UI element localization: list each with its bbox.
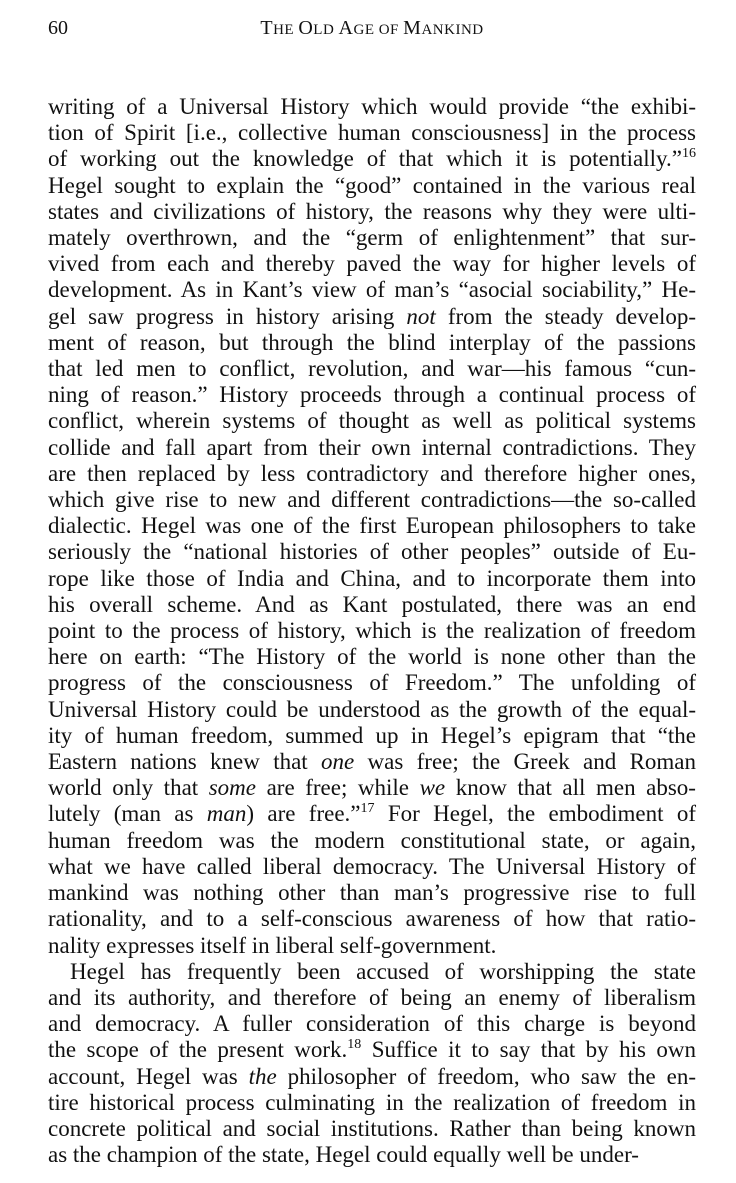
text-run: of working out the knowledge of that which it is potentially.” xyxy=(48,146,682,172)
text-run: Eastern nations knew that xyxy=(48,749,322,775)
text-line xyxy=(48,1064,696,1090)
text-run: which give rise to new and different contradictions—the so-called xyxy=(48,487,696,513)
text-run: lutely (man as xyxy=(48,801,207,827)
text-line xyxy=(48,382,696,408)
text-run: states and civilizations of history, the reasons why they were ulti- xyxy=(48,198,696,224)
text-line xyxy=(48,801,696,827)
footnote-reference: 16 xyxy=(682,146,696,162)
running-title-word: AGE OF xyxy=(338,17,404,39)
text-run: and its authority, and therefore of being an enemy of liberalism xyxy=(48,984,696,1010)
text-line xyxy=(48,94,696,120)
text-run: philosopher of freedom, who saw the en- xyxy=(276,1063,696,1089)
text-line xyxy=(48,1011,696,1037)
italic-text: we xyxy=(419,775,446,801)
text-line xyxy=(48,146,696,172)
text-run: progress of the consciousness of Freedom.” The unfolding of xyxy=(48,670,696,696)
text-line xyxy=(48,199,696,225)
text-line xyxy=(48,749,696,775)
text-line xyxy=(48,277,696,303)
text-run: human freedom was the modern constitutional state, or again, xyxy=(48,827,696,853)
text-run: mankind was nothing other than man’s progressive rise to full xyxy=(48,880,696,906)
footnote-reference: 17 xyxy=(360,801,375,817)
text-line xyxy=(48,513,696,539)
text-run: vived from each and thereby paved the way for higher levels of xyxy=(48,251,696,277)
running-title-word: MANKIND xyxy=(403,17,484,39)
text-line xyxy=(48,1037,696,1063)
text-run: ment of reason, but through the blind interplay of the passions xyxy=(48,329,696,355)
text-line xyxy=(48,1116,696,1142)
text-run: are then replaced by less contradictory and therefore higher ones, xyxy=(48,460,696,486)
running-head xyxy=(48,14,696,54)
text-run: his overall scheme. And as Kant postulated, there was an end xyxy=(48,591,696,617)
text-line xyxy=(48,461,696,487)
text-run: seriously the “national histories of other peoples” outside of Eu- xyxy=(48,539,696,565)
text-line xyxy=(48,985,696,1011)
text-run: writing of a Universal History which would provide “the exhibi- xyxy=(48,94,696,119)
text-line xyxy=(48,697,696,723)
text-run: tire historical process culminating in the realization of freedom in xyxy=(48,1089,696,1115)
text-line xyxy=(48,487,696,513)
text-run: rationality, and to a self-conscious awareness of how that ratio- xyxy=(48,906,696,932)
text-line xyxy=(48,854,696,880)
italic-text: the xyxy=(248,1063,277,1089)
running-title-word: OLD xyxy=(298,17,339,39)
text-run: was free; the Greek and Roman xyxy=(354,749,697,775)
text-run: Hegel sought to explain the “good” contained in the various real xyxy=(48,172,696,198)
text-run: tion of Spirit [i.e., collective human consciousness] in the process xyxy=(48,120,696,146)
text-run: account, Hegel was xyxy=(48,1063,249,1089)
text-run: ity of human freedom, summed up in Hegel’s epigram that “the xyxy=(48,722,696,748)
text-line xyxy=(48,644,696,670)
text-line xyxy=(48,330,696,356)
text-run: For Hegel, the embodiment of xyxy=(374,801,696,827)
text-run: collide and fall apart from their own internal contradictions. They xyxy=(48,434,696,460)
text-run: Hegel has frequently been accused of worshipping the state xyxy=(70,958,696,984)
text-run: Universal History could be understood as the growth of the equal- xyxy=(48,696,696,722)
text-run: here on earth: “The History of the world is none other than the xyxy=(48,644,696,670)
text-run: from the steady develop- xyxy=(435,303,696,329)
text-run: development. As in Kant’s view of man’s “asocial sociability,” He- xyxy=(48,277,696,303)
italic-text: not xyxy=(406,303,436,329)
text-line xyxy=(48,539,696,565)
text-run: world only that xyxy=(48,775,209,801)
body-text xyxy=(48,94,696,1168)
italic-text: some xyxy=(208,775,257,801)
text-line xyxy=(48,828,696,854)
text-line xyxy=(48,592,696,618)
text-run: gel saw progress in history arising xyxy=(48,303,407,329)
text-run: ning of reason.” History proceeds through a continual process of xyxy=(48,382,696,408)
book-page xyxy=(48,14,696,1168)
text-line xyxy=(48,304,696,330)
text-run: rope like those of India and China, and to incorporate them into xyxy=(48,565,696,591)
running-title xyxy=(48,14,696,44)
text-run: nality expresses itself in liberal self-government. xyxy=(48,932,497,958)
text-line xyxy=(48,933,696,959)
text-line xyxy=(48,173,696,199)
text-run: mately overthrown, and the “germ of enlightenment” that sur- xyxy=(48,225,696,251)
text-line xyxy=(48,435,696,461)
text-line xyxy=(48,1090,696,1116)
text-line xyxy=(48,566,696,592)
footnote-reference: 18 xyxy=(347,1037,362,1053)
text-line xyxy=(48,225,696,251)
text-run: ) are free.” xyxy=(246,801,361,827)
text-line xyxy=(48,251,696,277)
text-line xyxy=(48,723,696,749)
italic-text: one xyxy=(321,749,355,775)
text-line xyxy=(48,906,696,932)
text-run: that led men to conflict, revolution, and war—his famous “cun- xyxy=(48,356,696,382)
text-line xyxy=(48,775,696,801)
page-number: 60 xyxy=(48,17,68,39)
text-run: and democracy. A fuller consideration of this charge is beyond xyxy=(48,1011,696,1037)
text-line xyxy=(48,670,696,696)
italic-text: man xyxy=(206,801,247,827)
text-run: concrete political and social institutions. Rather than being known xyxy=(48,1115,696,1141)
text-run: conflict, wherein systems of thought as well as political systems xyxy=(48,408,696,434)
text-line xyxy=(48,356,696,382)
text-run: the scope of the present work. xyxy=(48,1037,348,1063)
text-run: what we have called liberal democracy. The Universal History of xyxy=(48,853,696,879)
text-line xyxy=(48,959,696,985)
text-run: dialectic. Hegel was one of the first European philosophers to take xyxy=(48,513,696,539)
running-title-word: THE xyxy=(260,17,299,39)
text-line xyxy=(48,880,696,906)
text-line xyxy=(48,618,696,644)
text-line xyxy=(48,1142,696,1168)
text-line xyxy=(48,120,696,146)
text-line xyxy=(48,408,696,434)
text-run: are free; while xyxy=(256,775,420,801)
text-run: Suffice it to say that by his own xyxy=(361,1037,696,1063)
text-run: as the champion of the state, Hegel could equally well be under- xyxy=(48,1142,639,1168)
text-run: know that all men abso- xyxy=(445,775,696,801)
text-run: point to the process of history, which is the realization of freedom xyxy=(48,618,696,644)
